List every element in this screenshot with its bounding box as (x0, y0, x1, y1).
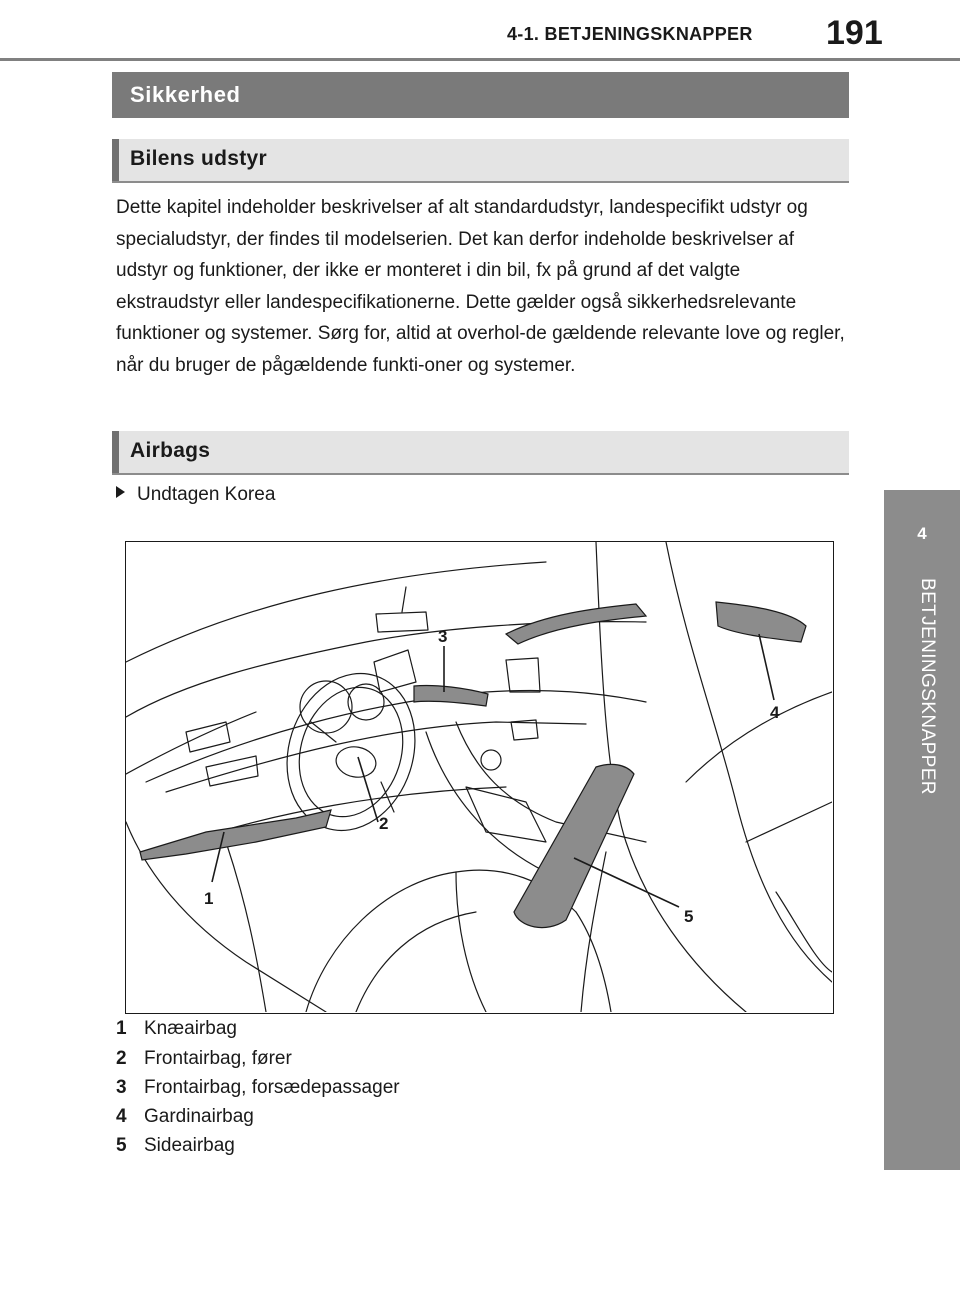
section-banner (112, 72, 849, 118)
rearview-mirror (376, 612, 428, 632)
legend-number: 3 (116, 1077, 127, 1098)
callout-2: 2 (379, 814, 389, 833)
knee-airbag-region (140, 810, 331, 860)
subheading-airbags (112, 431, 849, 475)
chapter-side-tab[interactable] (884, 490, 960, 1170)
side-tab-label: BETJENINGSKNAPPER (917, 578, 938, 795)
legend-item (116, 1106, 254, 1128)
center-display (374, 650, 416, 692)
air-vent (506, 658, 540, 692)
subheading-title: Bilens udstyr (130, 147, 267, 170)
airbag-illustration (125, 541, 834, 1014)
car-interior-drawing (126, 542, 832, 1012)
legend-number: 5 (116, 1135, 127, 1156)
legend-text: Knæairbag (144, 1018, 237, 1039)
legend-text: Frontairbag, fører (144, 1048, 292, 1069)
legend-text: Sideairbag (144, 1135, 235, 1156)
section-title: Sikkerhed (130, 82, 241, 107)
callout-3: 3 (438, 627, 448, 646)
legend-item (116, 1018, 237, 1040)
side-airbag-region (514, 764, 634, 927)
header-rule (0, 58, 960, 61)
legend-item (116, 1077, 400, 1099)
page-number: 191 (826, 14, 883, 52)
callout-1: 1 (204, 889, 214, 908)
legend-text: Frontairbag, forsædepassager (144, 1077, 400, 1098)
legend-text: Gardinairbag (144, 1106, 254, 1127)
legend-number: 2 (116, 1048, 127, 1069)
body-paragraph: Dette kapitel indeholder beskrivelser af alt standardudstyr, landespecifikt udstyr og specialudstyr, der findes til modelserien. Det kan derfor indeholde beskrivelser af udstyr og funktioner, der ikke er monteret i din bil, fx på grund af det valgte ekstraudstyr eller landespecifikationerne. Dette gælder også sikkerhedsrelevante funktioner og systemer. Sørg for, altid at overhol-de gældende relevante love og regler, når du bruger de pågældende funkti-oner og systemer. (116, 197, 845, 376)
legend-item (116, 1048, 292, 1070)
legend-number: 4 (116, 1106, 127, 1127)
dashboard-outline (146, 690, 646, 782)
triangle-bullet-icon (116, 486, 125, 498)
passenger-airbag-region (414, 685, 488, 706)
chapter-header: 4-1. BETJENINGSKNAPPER (507, 24, 753, 44)
subheading-equipment (112, 139, 849, 183)
bullet-text: Undtagen Korea (137, 484, 276, 505)
steering-hub-icon (334, 744, 379, 780)
side-tab-number: 4 (917, 524, 927, 543)
legend-number: 1 (116, 1018, 127, 1039)
bullet-item (116, 484, 275, 506)
callout-5: 5 (684, 907, 694, 926)
subheading-title: Airbags (130, 439, 211, 462)
callout-4: 4 (770, 703, 780, 722)
legend-item (116, 1135, 235, 1157)
curtain-airbag-right (716, 602, 806, 642)
windshield-outline (126, 562, 546, 662)
